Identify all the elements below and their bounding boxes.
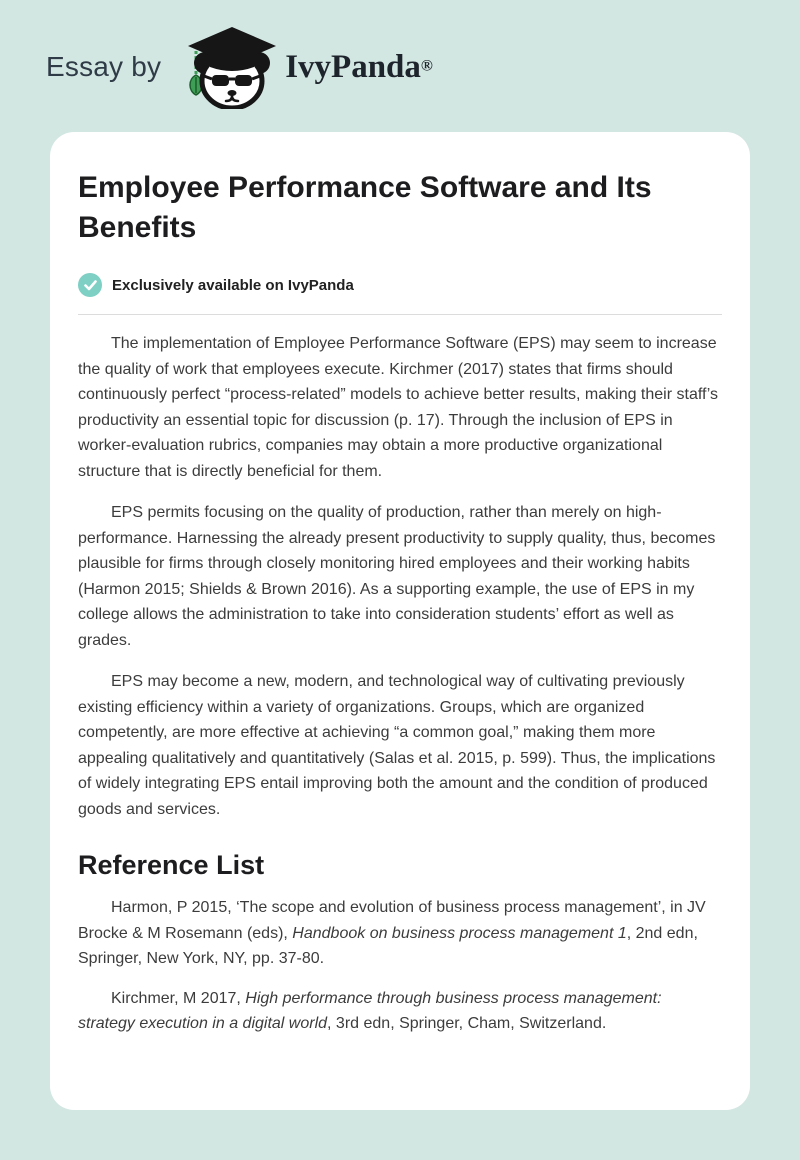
essay-paragraph: EPS may become a new, modern, and technological way of cultivating previously existing efficiency within a variety of organizations. Groups, which are organized competently, are more effective at achieving “a common goal,” making them more appealing qualitatively and quantitatively (Salas et al. 2015, p. 599). Thus, the implications of widely integrating EPS entail improving both the amount and the condition of produced goods and services. xyxy=(78,673,716,818)
essay-paragraph: EPS permits focusing on the quality of production, rather than merely on high-performance. Harnessing the already present productivity to supply quality, thus, becomes plausible for firms through closely monitoring hired employees and their working habits (Harmon 2015; Shields & Brown 2016). As a supporting example, the use of EPS in my college allows the administration to take into consideration students’ effort as well as grades. xyxy=(78,504,716,649)
reference-text: , 3rd edn, Springer, Cham, Switzerland. xyxy=(327,1015,607,1033)
reference-text: Harmon, P 2015, ‘The scope and evolution of business process management’, in JV Brocke & M Rosemann (eds), xyxy=(78,899,706,942)
page-header xyxy=(0,0,800,112)
exclusive-badge xyxy=(78,273,722,297)
divider xyxy=(78,314,722,315)
reference-title-italic: Handbook on business process management 1 xyxy=(292,924,627,942)
reference-list-heading: Reference List xyxy=(78,850,265,881)
essay-paragraph: The implementation of Employee Performance Software (EPS) may seem to increase the quality of work that employees execute. Kirchmer (2017) states that firms should continuously perfect “process-related” models to achieve better results, making their staff’s productivity an essential topic for discussion (p. 17). Through the inclusion of EPS in worker-evaluation rubrics, companies may obtain a more productive organizational structure that is directly beneficial for them. xyxy=(78,335,718,480)
essay-by-label: Essay by xyxy=(46,51,162,82)
registered-mark: ® xyxy=(420,57,433,75)
article-title: Employee Performance Software and Its Benefits xyxy=(78,171,652,244)
brand-name: IvyPanda® xyxy=(285,48,433,85)
reference-entry xyxy=(78,895,722,972)
essay-card xyxy=(50,132,750,1110)
reference-text: Kirchmer, M 2017, xyxy=(111,989,246,1007)
check-icon xyxy=(78,273,102,297)
reference-text: , 2nd edn, Springer, New York, NY, pp. 37-80. xyxy=(78,924,698,968)
reference-title-italic: High performance through business process management: strategy execution in a digital world xyxy=(78,989,662,1033)
exclusive-badge-label: Exclusively available on IvyPanda xyxy=(112,276,354,294)
reference-entry xyxy=(78,986,722,1037)
ivypanda-logo-icon xyxy=(175,25,277,109)
